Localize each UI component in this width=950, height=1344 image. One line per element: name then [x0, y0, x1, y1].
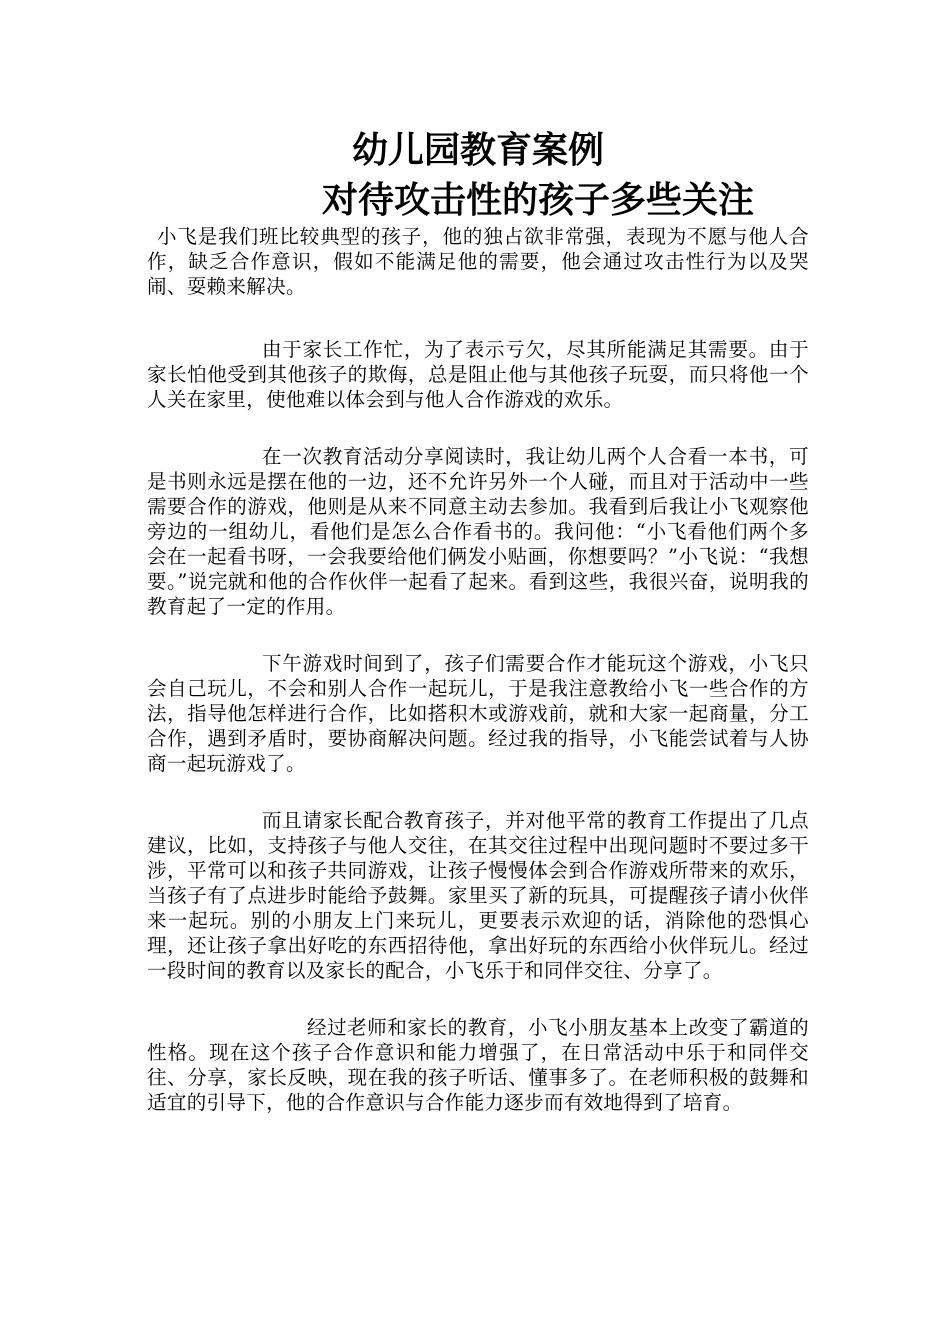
paragraph-5: 而且请家长配合教育孩子，并对他平常的教育工作提出了几点建议，比如，支持孩子与他人交往，在其交往过程中出现问题时不要过多干涉，平常可以和孩子共同游戏，让孩子慢慢体会到合作游戏所带来的欢乐，当孩子有了点进步时能给予鼓舞。家里买了新的玩具，可提醒孩子请小伙伴来一起玩。别的小朋友上门来玩儿，更要表示欢迎的话，消除他的恐惧心理，还让孩子拿出好吃的东西招待他，拿出好玩的东西给小伙伴玩儿。经过一段时间的教育以及家长的配合，小飞乐于和同伴交往、分享了。 [147, 809, 809, 982]
document-body [147, 224, 809, 1115]
title-part-2: 对待攻击性的孩子多些关注 [321, 180, 754, 221]
paragraph-2: 由于家长工作忙，为了表示亏欠，尽其所能满足其需要。由于家长怕他受到其他孩子的欺侮，总是阻止他与其他孩子玩耍，而只将他一个人关在家里，使他难以体会到与他人合作游戏的欢乐。 [147, 338, 809, 411]
paragraph-6: 经过老师和家长的教育，小飞小朋友基本上改变了霸道的性格。现在这个孩子合作意识和能力增强了，在日常活动中乐于和同伴交往、分享，家长反映，现在我的孩子听话、懂事多了。在老师积极的鼓舞和适宜的引导下，他的合作意识与合作能力逐步而有效地得到了培育。 [147, 1016, 809, 1114]
document-title [148, 126, 808, 226]
paragraph-3: 在一次教育活动分享阅读时，我让幼儿两个人合看一本书，可是书则永远是摆在他的一边，还不允许另外一个人碰，而且对于活动中一些需要合作的游戏，他则是从来不同意主动去参加。我看到后我让小飞观察他旁边的一组幼儿，看他们是怎么合作看书的。我问他：“小飞看他们两个多会在一起看书呀，一会我要给他们俩发小贴画，你想要吗？”小飞说：“我想要。”说完就和他的合作伙伴一起看了起来。看到这些，我很兴奋，说明我的教育起了一定的作用。 [147, 445, 809, 618]
paragraph-4: 下午游戏时间到了，孩子们需要合作才能玩这个游戏，小飞只会自己玩儿，不会和别人合作一起玩儿，于是我注意教给小飞一些合作的方法，指导他怎样进行合作，比如搭积木或游戏前，就和大家一起商量，分工合作，遇到矛盾时，要协商解决问题。经过我的指导，小飞能尝试着与人协商一起玩游戏了。 [147, 652, 809, 775]
title-part-1: 幼儿园教育案例 [351, 130, 604, 171]
paragraph-1: 小飞是我们班比较典型的孩子，他的独占欲非常强，表现为不愿与他人合作，缺乏合作意识，假如不能满足他的需要，他会通过攻击性行为以及哭闹、耍赖来解决。 [147, 225, 809, 298]
